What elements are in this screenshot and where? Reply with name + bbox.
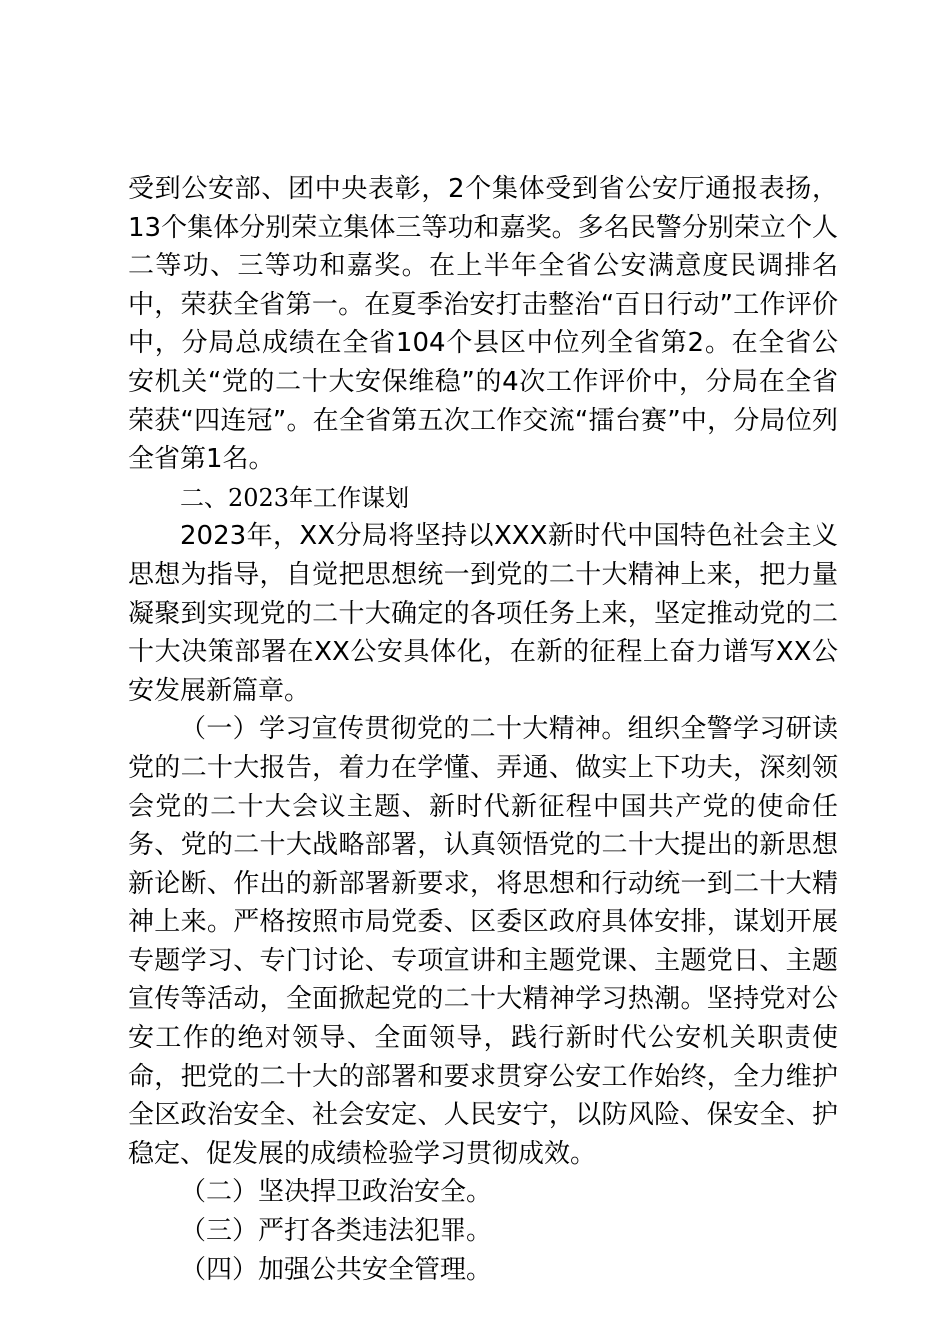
paragraph-achievements: 受到公安部、团中央表彰，2个集体受到省公安厅通报表扬，13个集体分别荣立集体三等功和嘉奖。多名民警分别荣立个人二等功、三等功和嘉奖。在上半年全省公安满意度民调排名中，荣获全省第一。在夏季治安打击整治“百日行动”工作评价中，分局总成绩在全省104个县区中位列全省第2。在全省公安机关“党的二十大安保维稳”的4次工作评价中，分局在全省荣获“四连冠”。在全省第五次工作交流“擂台赛”中，分局位列全省第1名。 bbox=[128, 174, 838, 475]
paragraph-item-3: （三）严打各类违法犯罪。 bbox=[180, 1216, 493, 1247]
paragraph-item-4: （四）加强公共安全管理。 bbox=[180, 1254, 493, 1285]
document-body bbox=[128, 170, 838, 1289]
paragraph-item-1: （一）学习宣传贯彻党的二十大精神。组织全警学习研读党的二十大报告，着力在学懂、弄通、做实上下功夫，深刻领会党的二十大会议主题、新时代新征程中国共产党的使命任务、党的二十大战略部署，认真领悟党的二十大提出的新思想新论断、作出的新部署新要求，将思想和行动统一到二十大精神上来。严格按照市局党委、区委区政府具体安排，谋划开展专题学习、专门讨论、专项宣讲和主题党课、主题党日、主题宣传等活动，全面掀起党的二十大精神学习热潮。坚持党对公安工作的绝对领导、全面领导，践行新时代公安机关职责使命，把党的二十大的部署和要求贯穿公安工作始终，全力维护全区政治安全、社会安定、人民安宁，以防风险、保安全、护稳定、促发展的成绩检验学习贯彻成效。 bbox=[128, 714, 838, 1169]
paragraph-item-2: （二）坚决捍卫政治安全。 bbox=[180, 1177, 493, 1208]
section-heading-2023-plan: 二、2023年工作谋划 bbox=[180, 483, 410, 512]
paragraph-2023-overview: 2023年，XX分局将坚持以XXX新时代中国特色社会主义思想为指导，自觉把思想统一到党的二十大精神上来，把力量凝聚到实现党的二十大确定的各项任务上来，坚定推动党的二十大决策部署在XX公安具体化，在新的征程上奋力谱写XX公安发展新篇章。 bbox=[128, 521, 838, 706]
